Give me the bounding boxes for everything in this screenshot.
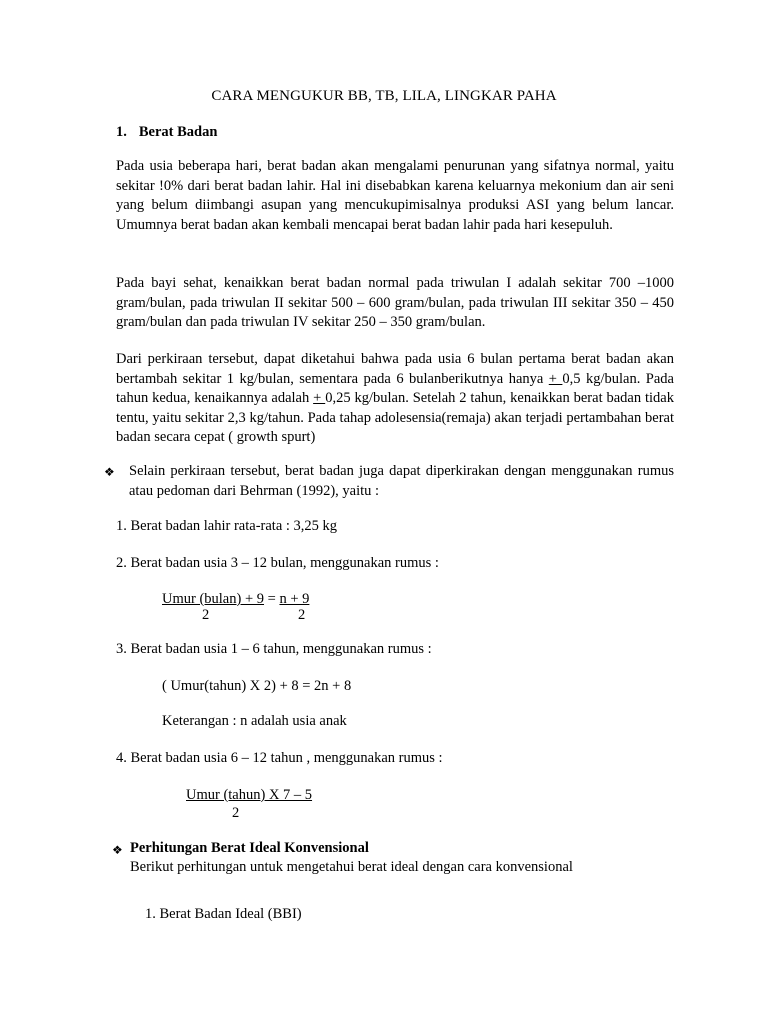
paragraph-3 xyxy=(116,350,674,448)
list-item-bbi: 1. Berat Badan Ideal (BBI) xyxy=(145,906,302,922)
formula-2-numerator-left: Umur (bulan) + 9 xyxy=(162,591,265,607)
bullet-paragraph-behrman: Selain perkiraan tersebut, berat badan juga dapat diperkirakan dengan menggunakan rumus atau pedoman dari Behrman (1992), yaitu : xyxy=(129,463,674,499)
list-item-2: 2. Berat badan usia 3 – 12 bulan, menggunakan rumus : xyxy=(116,555,439,571)
list-item-1: 1. Berat badan lahir rata-rata : 3,25 kg xyxy=(116,518,338,534)
formula-4-numerator: Umur (tahun) X 7 – 5 xyxy=(186,787,313,803)
plus-minus-symbol-2: + xyxy=(313,390,326,407)
formula-2-equals: = xyxy=(264,591,280,607)
paragraph-3-part-c: 0,25 kg/bulan. Setelah 2 tahun, kenaikkan berat badan tidak tentu, yaitu sekitar 2,3 kg/tahun. Pada tahap adolesensia(remaja) akan terjadi pertambahan berat badan secara cepat ( growth spurt) xyxy=(116,390,674,446)
formula-2-numerator-right: n + 9 xyxy=(279,591,310,607)
diamond-bullet-icon: ❖ xyxy=(104,465,115,479)
formula-2-denominator-left: 2 xyxy=(202,607,210,623)
section-number: 1. xyxy=(116,124,127,140)
plus-minus-symbol-1: + xyxy=(548,370,563,387)
paragraph-3-part-a: Dari perkiraan tersebut, dapat diketahui bahwa pada usia 6 bulan pertama berat badan akan bertambah sekitar 1 kg/bulan, sementara pada 6 bulanberikutnya hanya xyxy=(116,351,674,387)
document-title: CARA MENGUKUR BB, TB, LILA, LINGKAR PAHA xyxy=(211,88,557,104)
formula-3-note: Keterangan : n adalah usia anak xyxy=(162,713,347,729)
section-heading-berat-badan xyxy=(116,124,217,141)
formula-4-denominator-value: 2 xyxy=(232,805,240,821)
list-item-4: 4. Berat badan usia 6 – 12 tahun , menggunakan rumus : xyxy=(116,750,443,766)
formula-2-denominator-right: 2 xyxy=(298,607,306,623)
list-item-3: 3. Berat badan usia 1 – 6 tahun, menggunakan rumus : xyxy=(116,641,432,657)
bullet-heading-berat-ideal: Perhitungan Berat Ideal Konvensional xyxy=(130,840,369,856)
formula-4-denominator xyxy=(232,805,239,822)
formula-3: ( Umur(tahun) X 2) + 8 = 2n + 8 xyxy=(162,678,352,694)
paragraph-2: Pada bayi sehat, kenaikkan berat badan normal pada triwulan I adalah sekitar 700 –1000 gram/bulan, pada triwulan II sekitar 500 – 600 gram/bulan, pada triwulan III sekitar 350 – 450 gram/bulan dan pada triwulan IV sekitar 250 – 350 gram/bulan. xyxy=(116,275,674,331)
paragraph-1: Pada usia beberapa hari, berat badan akan mengalami penurunan yang sifatnya normal, yaitu sekitar !0% dari berat badan lahir. Hal ini disebabkan karena keluarnya mekonium dan air seni yang belum diimbangi asupan yang mencukupimisalnya produksi ASI yang belum lancar. Umumnya berat badan akan kembali mencapai berat badan lahir pada hari kesepuluh. xyxy=(116,158,674,233)
diamond-bullet-icon: ❖ xyxy=(112,843,123,857)
bullet-text-berat-ideal: Berikut perhitungan untuk mengetahui berat ideal dengan cara konvensional xyxy=(130,859,573,875)
paragraph-3-part-b: 0,5 kg/bulan. Pada tahun kedua, kenaikannya adalah xyxy=(116,370,674,407)
section-title: Berat Badan xyxy=(138,124,218,140)
formula-2-numerator xyxy=(162,591,309,608)
